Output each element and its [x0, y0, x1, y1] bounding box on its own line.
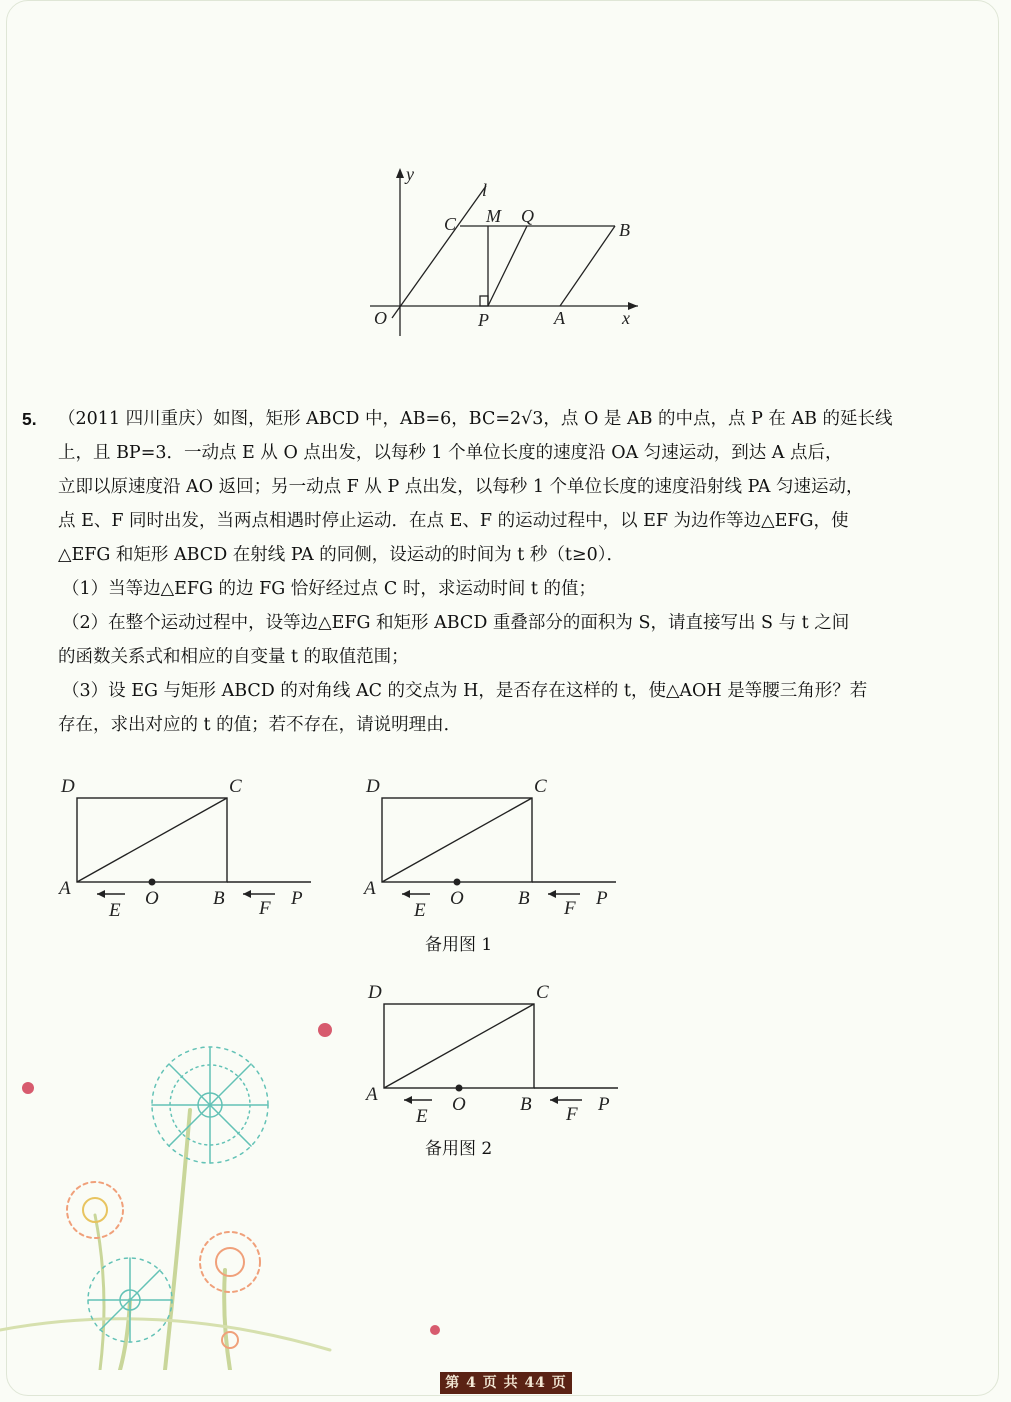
label-o: O: [374, 308, 387, 328]
label-o: O: [145, 888, 159, 909]
label-e: E: [414, 900, 426, 921]
label-d: D: [366, 776, 380, 797]
question-2-cont: 的函数关系式和相应的自变量 t 的取值范围；: [58, 647, 409, 667]
diagonal-ac: [77, 798, 227, 882]
problem-line-2: 上，且 BP=3．一动点 E 从 O 点出发，以每秒 1 个单位长度的速度沿 OA 匀速运动，到达 A 点后，: [58, 443, 843, 463]
line-l: [392, 186, 486, 318]
label-f: F: [259, 898, 271, 919]
label-e: E: [416, 1106, 428, 1127]
label-b: B: [213, 888, 225, 909]
label-a: A: [59, 878, 71, 899]
caption-backup-2: 备用图 2: [425, 1139, 493, 1159]
segment-qp: [488, 226, 527, 306]
label-p: P: [596, 888, 608, 909]
question-2: （2）在整个运动过程中，设等边△EFG 和矩形 ABCD 重叠部分的面积为 S，请直接写出 S 与 t 之间: [62, 613, 850, 633]
label-b: B: [520, 1094, 532, 1115]
caption-backup-1: 备用图 1: [425, 935, 493, 955]
point-o: [149, 879, 156, 886]
arrow-e-head: [97, 890, 105, 898]
problem-line-4: 点 E、F 同时出发，当两点相遇时停止运动．在点 E、F 的运动过程中，以 EF 为边作等边△EFG，使: [58, 511, 849, 531]
label-o: O: [450, 888, 464, 909]
label-c: C: [536, 982, 549, 1003]
label-a: A: [554, 308, 565, 328]
label-p: P: [478, 310, 489, 330]
label-l: l: [482, 180, 488, 200]
arrow-f-head: [548, 890, 556, 898]
label-d: D: [61, 776, 75, 797]
label-e: E: [109, 900, 121, 921]
question-3-cont: 存在，求出对应的 t 的值；若不存在，请说明理由．: [58, 715, 462, 735]
label-m: M: [486, 206, 501, 226]
label-d: D: [368, 982, 382, 1003]
label-q: Q: [521, 206, 534, 226]
label-c: C: [444, 214, 457, 234]
problem-line-1: （2011 四川重庆）如图，矩形 ABCD 中，AB=6，BC=2√3，点 O 是 AB 的中点，点 P 在 AB 的延长线: [58, 409, 893, 429]
label-x: x: [622, 308, 630, 328]
arrow-e-head: [402, 890, 410, 898]
problem-number: 5.: [22, 409, 37, 429]
rect-figure-main: [55, 772, 325, 922]
label-a: A: [366, 1084, 378, 1105]
y-axis-arrow: [396, 168, 404, 178]
rect-figure-backup-1: [360, 772, 630, 922]
label-y: y: [406, 164, 414, 184]
diagonal-ac: [382, 798, 532, 882]
label-o: O: [452, 1094, 466, 1115]
label-b: B: [619, 220, 630, 240]
point-o: [454, 879, 461, 886]
label-b: B: [518, 888, 530, 909]
figure-lines: [77, 798, 311, 894]
label-p: P: [598, 1094, 610, 1115]
label-f: F: [564, 898, 576, 919]
label-p: P: [291, 888, 303, 909]
problem-line-3: 立即以原速度沿 AO 返回；另一动点 F 从 P 点出发，以每秒 1 个单位长度的速度沿射线 PA 匀速运动，: [58, 477, 864, 497]
question-3: （3）设 EG 与矩形 ABCD 的对角线 AC 的交点为 H，是否存在这样的 t，使△AOH 是等腰三角形？若: [62, 681, 868, 701]
segment-ba: [560, 226, 615, 306]
arrow-f-head: [550, 1096, 558, 1104]
label-f: F: [566, 1104, 578, 1125]
label-c: C: [534, 776, 547, 797]
label-c: C: [229, 776, 242, 797]
figure-lines: [382, 798, 616, 894]
right-angle-mark: [480, 296, 488, 306]
coordinate-figure: [360, 160, 650, 340]
problem-line-5: △EFG 和矩形 ABCD 在射线 PA 的同侧，设运动的时间为 t 秒（t≥0）．: [58, 545, 624, 565]
arrow-f-head: [243, 890, 251, 898]
dandelion-decoration: [0, 1000, 480, 1370]
label-a: A: [364, 878, 376, 899]
page-number-footer: 第 4 页 共 44 页: [440, 1372, 572, 1394]
question-1: （1）当等边△EFG 的边 FG 恰好经过点 C 时，求运动时间 t 的值；: [62, 579, 596, 599]
problem-5: [22, 402, 997, 742]
